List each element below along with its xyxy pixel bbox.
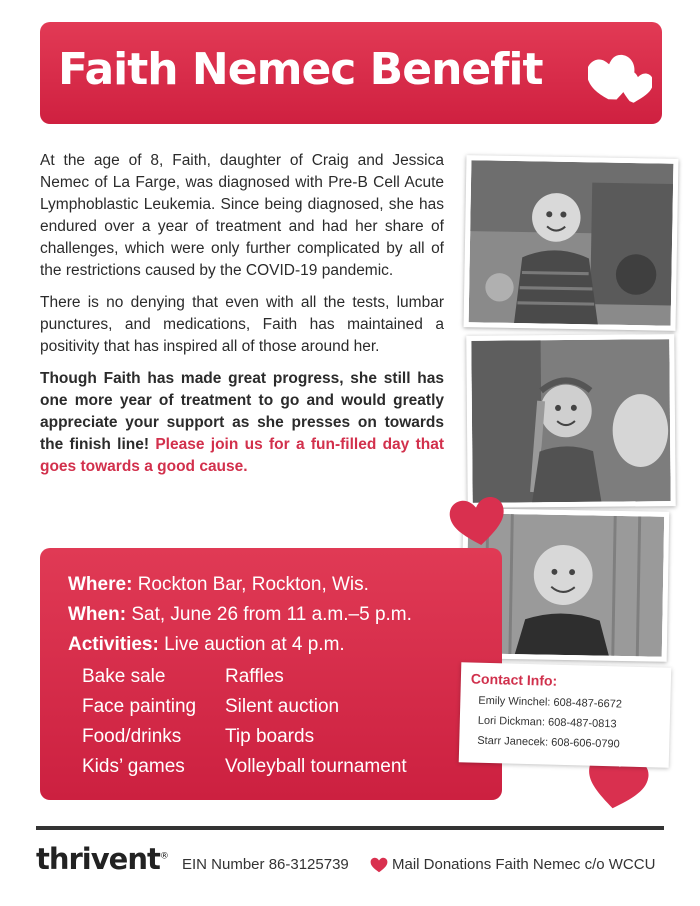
photo-1-image <box>469 160 674 326</box>
activity-item: Bake sale <box>82 666 166 687</box>
intro-paragraph-2: There is no denying that even with all the tests, lumbar punctures, and medications, Faith has maintained a positivity that has inspired all of those around her. <box>40 294 444 355</box>
heart-icon <box>370 857 388 873</box>
contact-line: Starr Janecek: 608-606-0790 <box>477 734 620 751</box>
ein-number: EIN Number 86-3125739 <box>182 856 349 873</box>
photo-1 <box>464 155 679 331</box>
logo-mark: ® <box>159 851 168 862</box>
where-row <box>68 574 369 596</box>
when-row <box>68 604 412 626</box>
when-value: Sat, June 26 from 11 a.m.–5 p.m. <box>131 604 412 625</box>
thrivent-logo <box>36 842 168 876</box>
activity-item: Food/drinks <box>82 726 182 747</box>
contact-line: Lori Dickman: 608-487-0813 <box>477 714 617 731</box>
activities-label: Activities: <box>68 634 159 655</box>
footer-divider <box>36 826 664 830</box>
when-label: When: <box>68 604 127 625</box>
title-banner <box>40 22 662 124</box>
activity-item: Kids’ games <box>82 756 185 777</box>
contact-info-card <box>459 662 672 767</box>
intro-paragraph-1: At the age of 8, Faith, daughter of Craig and Jessica Nemec of La Farge, was diagnosed with Pre-B Cell Acute Lymphoblastic Leukemia. Since being diagnosed, she has endured over a year of treatment and had her share of challenges, which were only further complicated by all of the restrictions caused by the COVID-19 pandemic. <box>40 152 444 279</box>
double-heart-icon <box>588 54 652 104</box>
where-label: Where: <box>68 574 133 595</box>
activities-row <box>68 634 345 656</box>
intro-appeal-text: Though Faith has made great progress, she still has one more year of treatment to go and would greatly appreciate your support as she presses on towards the finish line! <box>40 370 444 453</box>
activity-item: Tip boards <box>225 726 315 747</box>
intro-text <box>40 150 444 488</box>
event-details <box>40 548 502 800</box>
contact-line: Emily Winchel: 608-487-6672 <box>478 694 623 711</box>
intro-paragraph-3 <box>40 368 444 478</box>
intro-invite-text: Please join us for a fun-filled day that goes towards a good cause. <box>40 436 444 475</box>
activity-item: Face painting <box>82 696 197 717</box>
page-title: Faith Nemec Benefit <box>58 44 543 95</box>
logo-text: thrivent <box>36 842 160 876</box>
mail-donations: Mail Donations Faith Nemec c/o WCCU <box>392 856 656 873</box>
activity-item: Volleyball tournament <box>225 756 407 777</box>
activity-item: Silent auction <box>225 696 340 717</box>
photo-2 <box>466 334 675 508</box>
where-value: Rockton Bar, Rockton, Wis. <box>137 574 369 595</box>
heart-icon <box>446 492 511 552</box>
activity-item: Raffles <box>225 666 284 687</box>
photo-2-image <box>471 339 670 503</box>
contact-title: Contact Info: <box>470 670 558 689</box>
activities-value: Live auction at 4 p.m. <box>164 634 345 655</box>
